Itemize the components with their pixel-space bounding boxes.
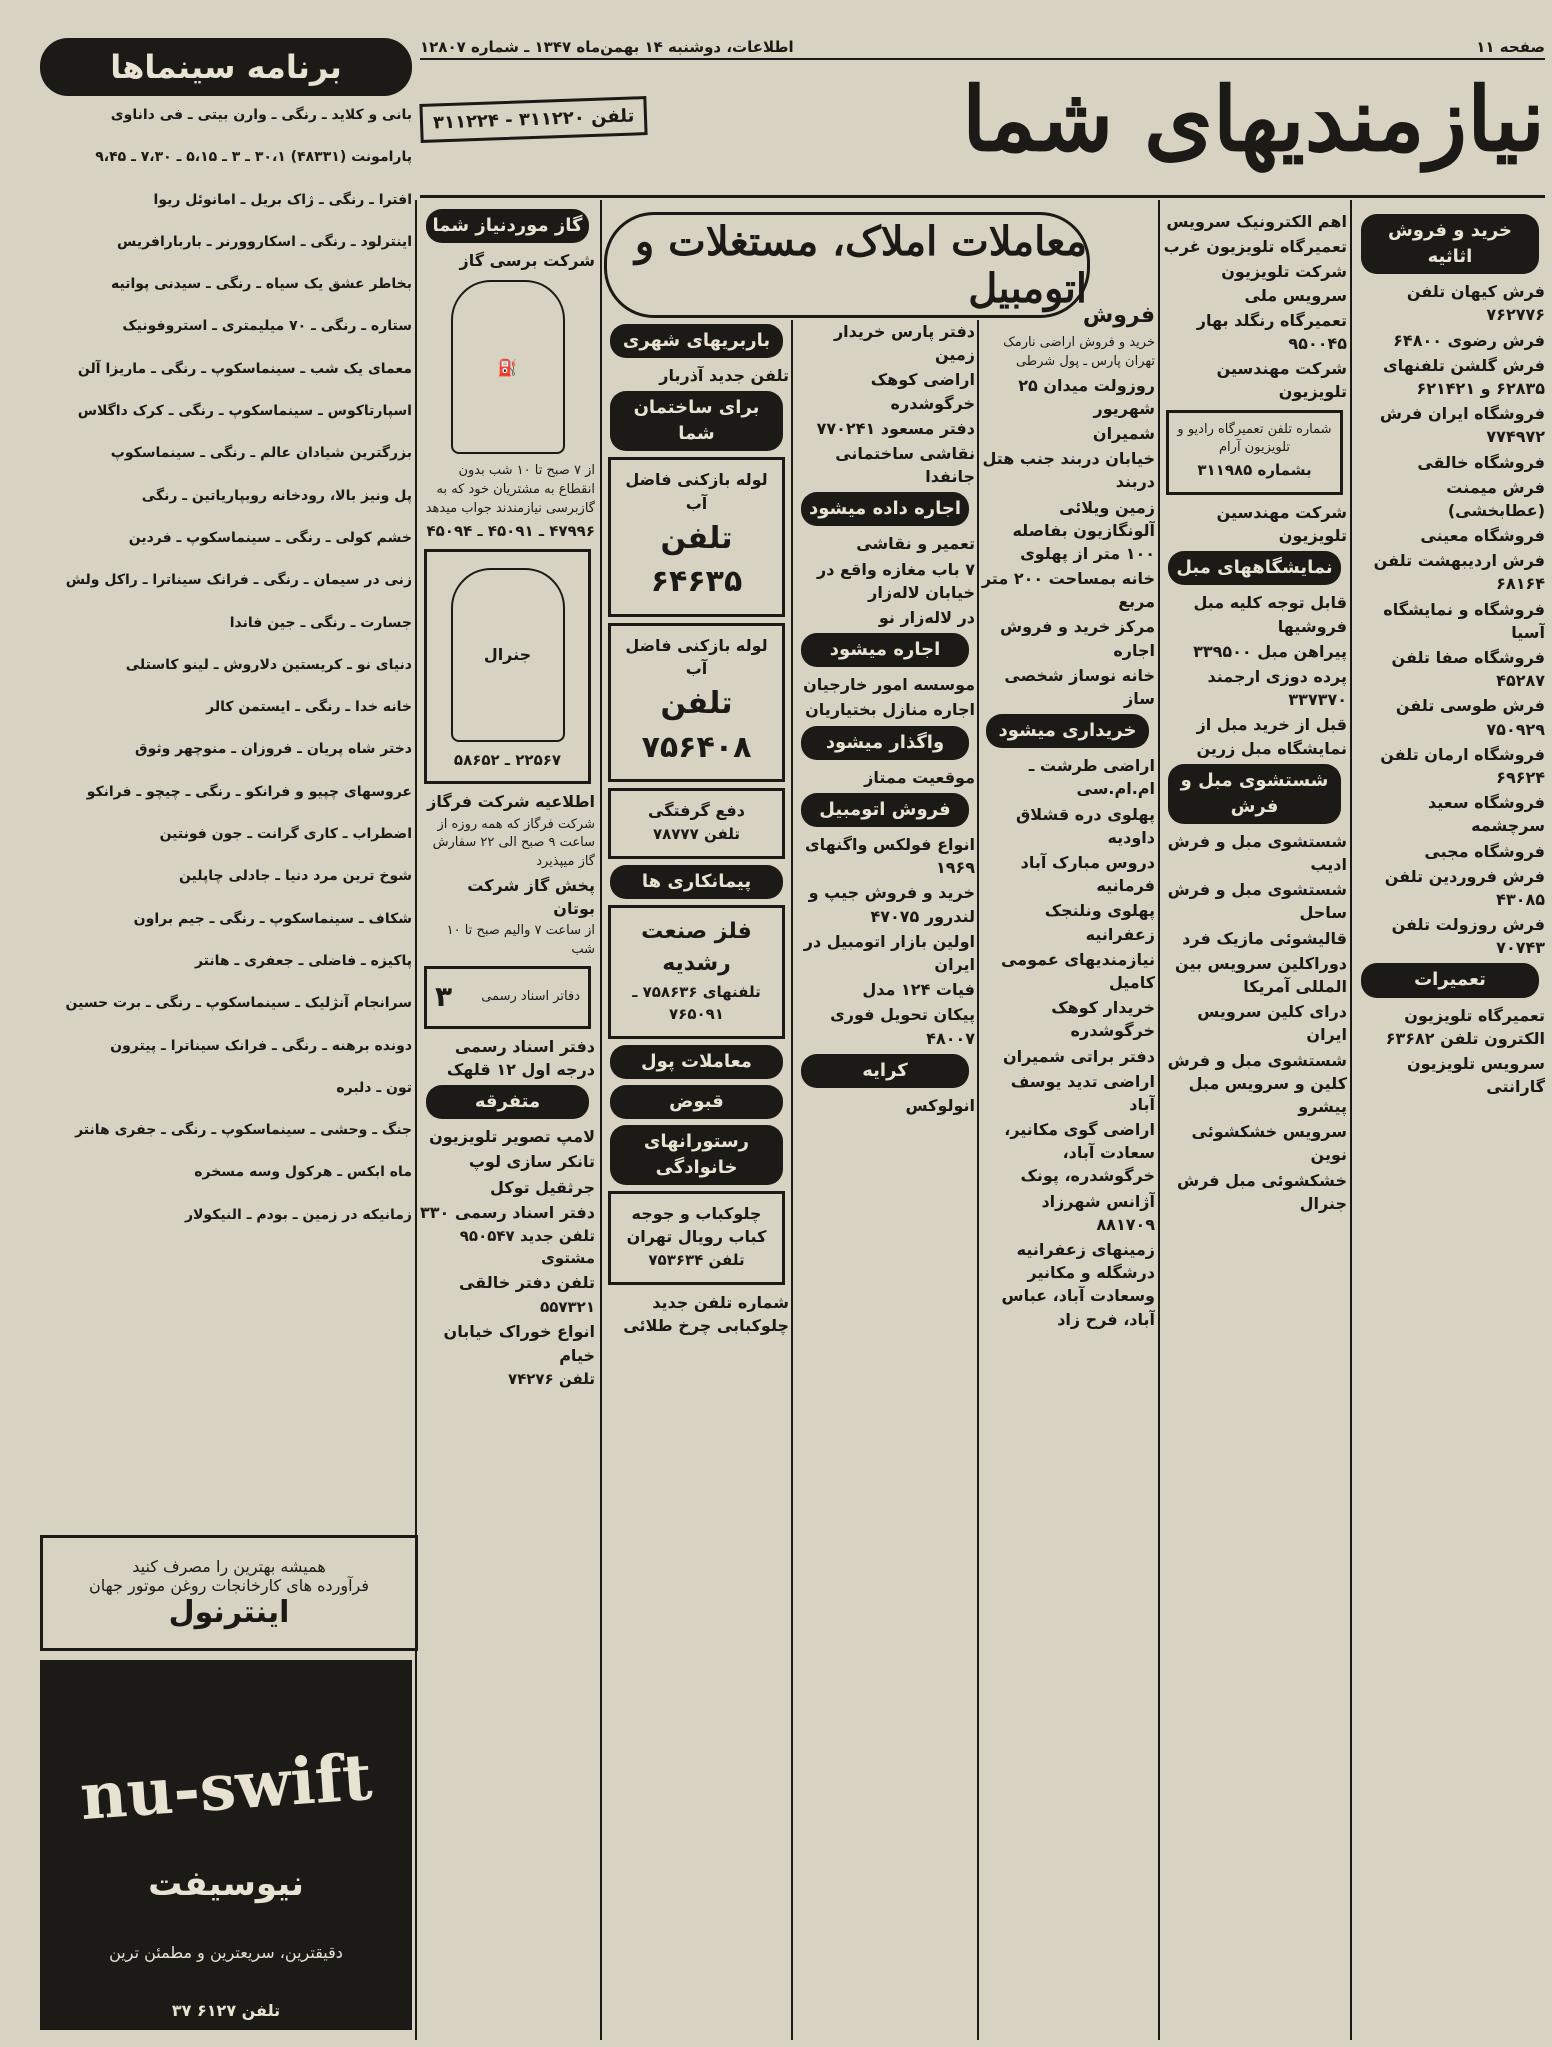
jarr-head: جرثقیل توکل [489,1177,595,1197]
mid-column [795,320,975,2040]
felez-phone: تلفنهای ۷۵۸۶۳۶ ـ ۷۶۵۰۹۱ [632,983,761,1023]
shahrzad-head: آژانس شهرزاد ۸۸۱۷۰۹ [1041,1191,1155,1234]
general-ad [424,549,591,785]
column-rule [600,200,602,2040]
ghoroz-head: قبوض [610,1085,783,1119]
asnad-title: دفتر اسناد رسمی درجه اول ۱۲ قلهک [446,1036,595,1079]
masthead [420,64,1545,174]
mokaber-head: اراضی گوی مکانیر، سعادت آباد، خرگوشدره، پونک [1004,1120,1155,1186]
yousef-head: اراضی تدید یوسف آباد [1010,1071,1155,1114]
mobl-head: نمایشگاههای مبل [1168,551,1341,585]
cinema-item: شکاف ـ سینماسکوپ ـ رنگی ـ جیم براون [133,910,412,927]
column-rule [791,320,793,2040]
kouhak-head: اراضی کوهک خرگوشدره [870,370,975,413]
lole2-head: لوله بازکنی فاضل آب [625,635,768,679]
cinema-column [40,105,412,1525]
arman-head: فروشگاه ارمان تلفن ۶۹۶۲۴ [1380,744,1545,787]
kharidar-head: خریدار کوهک خرگوشدره [1051,998,1155,1041]
tamir-head: تعمیر و نقاشی [856,534,975,554]
page-title: نیازمندیهای شما [961,67,1545,171]
lalezar-head: در لاله‌زار نو [878,607,975,627]
ghabl-head: قابل توجه کلیه مبل فروشیها [1193,593,1347,636]
barbari-head: باربریهای شهری [610,324,783,358]
nuswift-brand: nu-swift [77,1739,375,1836]
adib-head: شستشوی مبل و فرش ادیب [1167,831,1347,875]
nuswift-sub: دقیقترین، سریعترین و مطمئن ترین [109,1943,343,1962]
kamel-head: نیازمندیهای عمومی کامیل [1000,949,1155,992]
barbari-phone: تلفن جدید آذربار [659,366,789,386]
sakhteman-head: برای ساختمان شما [610,391,783,451]
khiam-phone: تلفن ۷۴۲۷۶ [507,1369,595,1388]
dafe-head: دفع گرفتگی [648,801,745,821]
parde-head: پرده دوزی ارجمند ۳۳۷۳۷۰ [1207,666,1347,710]
general-clean-head: خشکشوئی مبل فرش جنرال [1177,1170,1347,1213]
cinema-item: زمانیکه در زمین ـ بودم ـ النیکولار [184,1206,412,1223]
iran-foroush-head: فروشگاه ایران فرش ۷۷۴۹۷۲ [1379,404,1545,447]
felez-head: فلز صنعت رشدیه [641,919,752,977]
garanti-head: سرویس تلویزیون گارانتی [1406,1053,1545,1097]
bakhtiari-head: اجاره منازل بختیاریان [805,700,975,720]
khiam-head: انواع خوراک خیابان خیام [443,1322,595,1365]
mohandes2-head: شرکت مهندسین تلویزیون [1216,502,1347,546]
pirahan-head: پیراهن مبل ۳۳۹۵۰۰ [1193,641,1347,661]
cinema-item: تون ـ دلبره [336,1079,412,1096]
peymankari-head: پیمانکاری ها [610,865,783,899]
cinema-item: سرانجام آنژلیک ـ سینماسکوپ ـ رنگی ـ برت حسین [65,995,412,1012]
zamin-head: زمین ویلائی آلونگازیون بفاصله ۱۰۰ متر از پهلوی [1012,497,1155,563]
general-phones: ۲۲۵۶۷ ـ ۵۸۶۵۲ [453,750,562,769]
daftar-phone: تلفن جدید ۹۵۰۵۴۷ مشتوی [459,1226,595,1267]
chelo-head: چلوکباب و جوجه کباب رویال تهران [626,1203,767,1247]
tarasht-head: اراضی طرشت ـ ام.ام.سی [1028,756,1155,799]
cinema-item: بانی و کلاید ـ رنگی ـ وارن بیتی ـ فی داناوی [110,107,412,123]
electron-head: تعمیرگاه تلویزیون الکترون تلفن ۶۳۶۸۲ [1385,1005,1545,1048]
asia-head: فروشگاه و نمایشگاه آسیا [1383,599,1545,642]
ghalishouii-head: قالیشوئی مازیک فرد [1182,928,1347,948]
cinema-item: عروسهای چپیو و فرانکو ـ رنگی ـ چیچو ـ فرانکو [86,783,412,800]
duraclean-head: دوراکلین سرویس بین المللی آمریکا [1175,953,1347,997]
jeep-head: خرید و فروش جیپ و لندرور ۴۷۰۷۵ [808,883,975,926]
lole1-phone: تلفن ۶۴۶۳۵ [650,520,743,600]
carpet-column [1355,210,1545,2040]
gas-head: گاز موردنیاز شما [426,209,589,243]
golshan-head: فرش گلشن تلفنهای ۶۲۸۳۵ و ۶۲۱۴۲۱ [1383,355,1545,398]
bazar-head: اولین بازار اتومبیل در ایران [803,931,975,974]
markaz-head: مرکز خرید و فروش اجاره [1000,617,1155,660]
dafe-ad [608,788,785,859]
safa-head: فروشگاه صفا تلفن ۴۵۲۸۷ [1391,648,1545,691]
forosh-text: خرید و فروش اراضی نارمک تهران پارس ـ پول شرطی [1003,334,1155,369]
zarin-head: قبل از خرید مبل از نمایشگاه مبل زرین [1196,715,1347,758]
column-rule [977,320,979,2040]
gharb-head: تعمیرگاه تلویزیون غرب [1163,237,1347,257]
roosevelt-head: روزولت میدان ۲۵ شهریور [1018,375,1155,418]
issue-info: اطلاعات، دوشنبه ۱۴ بهمن‌ماه ۱۳۴۷ ـ شماره ۱۲۸۰۷ [420,38,794,56]
motafareghe-head: متفرقه [426,1085,589,1119]
anvelux-head: انولوکس [905,1095,975,1115]
aram-phone: بشماره ۳۱۱۹۸۵ [1197,461,1312,480]
daftar-head: دفتر اسناد رسمی ۳۳۰ [420,1202,595,1222]
saheb-head: شستشوی مبل و فرش ساحل [1167,880,1347,923]
ijare-head: اجاره داده میشود [801,492,969,526]
cinema-item: دونده برهنه ـ رنگی ـ فرانک سیناترا ـ پیترون [110,1037,412,1054]
zaferanie-head: پهلوی ونلنجک زعفرانیه [1044,901,1155,944]
meimanat-head: فرش میمنت (عطابخشی) [1446,477,1545,520]
moeini-head: فروشگاه معینی [1420,526,1545,546]
tousi-head: فرش طوسی تلفن ۷۵۰۹۲۹ [1395,696,1545,739]
cinema-item: جسارت ـ رنگی ـ جین فاندا [229,614,412,631]
gas-company: شرکت برسی گاز [459,251,595,271]
column-rule [415,200,417,2040]
cinema-item: اینترلود ـ رنگی ـ اسکاروورنر ـ باربارافریس [117,233,412,250]
fiat-head: فیات ۱۲۴ مدل [862,980,975,1000]
tv-furniture-column [1162,210,1347,2040]
ordibehesht-head: فرش اردیبهشت تلفن ۶۸۱۶۴ [1373,551,1545,594]
masthead-phones: تلفن ۳۱۱۲۲۰ - ۳۱۱۲۲۴ [419,96,648,143]
asnad-head: دفاتر اسناد رسمی [481,988,580,1004]
gas-phone: ۴۷۹۹۶ ـ ۴۵۰۹۱ ـ ۴۵۰۹۴ [426,521,595,540]
gas-cylinder-icon [451,568,565,742]
zaminha-head: زمینهای زعفرانیه درشگله و مکانیر وسعادت آباد، عباس آباد، فرح زاد [1001,1240,1155,1329]
cinema-item: جنگ ـ وحشی ـ سینماسکوپ ـ رنگی ـ جفری هانتر [75,1122,412,1139]
tamirat-head: تعمیرات [1361,963,1539,997]
fargaz-text: شرکت فرگاز که همه روزه از ساعت ۹ صبح الی ۲۲ سفارش گاز میپذیرد [432,816,595,870]
cinema-item: دنیای نو ـ کریستین دلاروش ـ لینو کاستلی [125,656,412,673]
kalin-head: شستشوی مبل و فرش کلین و سرویس مبل پیشرو [1167,1050,1347,1116]
chelo-phone: تلفن ۷۵۳۶۳۴ [648,1251,745,1270]
butan-text: از ساعت ۷ والیم صبح تا ۱۰ شب [446,923,595,958]
general-brand: جنرال [483,644,532,664]
nuswift-ad [40,1660,412,2030]
lole1-ad [608,457,785,616]
gas-text: از ۷ صبح تا ۱۰ شب بدون انقطاع به مشتریان خود که به گازبرسی نیازمندند جواب میدهد [425,463,595,516]
khaleghi-store-head: فروشگاه خالقی [1417,452,1545,472]
masoud-head: دفتر مسعود ۷۷۰۲۴۱ [816,418,975,438]
kharidari-head: خریداری میشود [986,714,1149,748]
keyhan-head: فرش کیهان تلفن ۷۶۲۷۷۶ [1406,282,1545,325]
tousaz-head: خانه نوساز شخصی ساز [1004,665,1155,709]
real-estate-column [980,300,1155,2040]
cinema-item: معمای یک شب ـ سینماسکوپ ـ رنگی ـ ماریزا آلن [77,360,412,377]
naghashi-head: نقاشی ساختمانی جانفدا [835,443,975,487]
mobarak-head: دروس مبارک آباد فرمانیه [1020,853,1155,896]
ads-column [420,205,595,2005]
butan-head: پخش گاز شرکت بوتان [467,876,595,919]
real-estate-banner: معاملات املاک، مستغلات و اتومبیل [604,212,1090,318]
shemiran-head: شمیران [1092,423,1155,443]
asnad-banner [424,966,591,1029]
farvardin-head: فرش فروردین تلفن ۴۳۰۸۵ [1384,866,1545,909]
parspars-head: دفتر پارس خریدار زمین [833,322,975,365]
cinema-item: اسپارتاکوس ـ سینماسکوپ ـ رنگی ـ کرک داگلاس [77,403,412,420]
keraye-head: کرایه [801,1054,969,1088]
mid-left-column [604,320,789,2040]
bahar-head: تعمیرگاه رنگلد بهار ۹۵۰۰۴۵ [1196,310,1347,353]
internol-ad [40,1535,418,1651]
asnad-number: ۳ [435,980,453,1014]
forosh-head: فروش [1082,303,1155,328]
shomare-head: شماره تلفن جدید چلوکبابی چرخ طلائی [623,1293,789,1336]
cinema-item: بزرگترین شیادان عالم ـ رنگی ـ سینماسکوپ [110,445,412,462]
mohandesin-head: شرکت مهندسین تلویزیون [1216,359,1347,402]
novin-head: سرویس خشکشوئی نوین [1191,1122,1347,1165]
folks-head: انواع فولکس واگنهای ۱۹۶۹ [804,835,975,878]
cinema-item: خانه خدا ـ رنگی ـ ایستمن کالر [206,699,412,716]
cinema-item: دختر شاه پریان ـ فروزان ـ منوچهر وثوق [135,741,412,758]
darband-head: خیابان دربند جنب هتل دربند [982,449,1155,492]
cinema-item: پاکیزه ـ فاضلی ـ جعفری ـ هانتر [194,952,412,969]
shostesho-head: شستشوی مبل و فرش [1168,764,1341,824]
mojebi-head: فروشگاه مجبی [1424,841,1545,861]
cinema-item: افترا ـ رنگی ـ ژاک بریل ـ امانوئل ریوا [153,191,412,208]
lole2-phone: تلفن ۷۵۶۴۰۸ [641,686,752,765]
cinema-item: اضطراب ـ کاری گرانت ـ جون فونتین [159,826,412,843]
omur-head: موسسه امور خارجیان [803,675,975,695]
ijare2-head: اجاره میشود [801,633,969,667]
baab-head: ۷ باب مغازه واقع در خیابان لاله‌زار [817,559,975,602]
page-number: صفحه ۱۱ [1476,38,1545,56]
header-rule [420,195,1545,198]
cinema-item: شوخ ترین مرد دنیا ـ جادلی چاپلین [178,868,412,885]
internol-slogan: همیشه بهترین را مصرف کنید [132,1556,326,1576]
khane-head: خانه بمساحت ۲۰۰ متر مربع [981,569,1155,612]
cinema-item: پارامونت (۴۸۳۳۱) ۳۰،۱ ـ ۳ ـ ۵،۱۵ ـ ۷،۳۰ ـ ۹،۴۵ [95,149,412,166]
column-rule [1158,200,1160,2040]
vagozar-head: واگذار میشود [801,726,969,760]
khaleghi-phone: ۵۵۷۳۲۱ [540,1297,595,1316]
forosh-asasie-head: خرید و فروش اثاثیه [1361,214,1539,274]
electronic-head: اهم الکترونیک سرویس [1166,212,1347,231]
cinema-item: ستاره ـ رنگی ـ ۷۰ میلیمتری ـ استروفونیک [122,318,412,335]
aram-head: شماره تلفن تعمیرگاه رادیو و تلویزیون آرام [1177,421,1332,456]
razavi-head: فرش رضوی ۶۴۸۰۰ [1393,330,1545,350]
lole1-head: لوله بازکنی فاضل آب [625,470,768,513]
peykan-head: پیکان تحویل فوری ۴۸۰۰۷ [830,1005,975,1048]
lamp-head: لامپ تصویر تلویزیون [429,1127,595,1147]
pool-head: معاملات پول [610,1045,783,1079]
fargaz-head: اطلاعیه شرکت فرگاز [427,792,595,812]
cinema-item: ماه ابکس ـ هرکول وسه مسخره [194,1164,412,1181]
felez-ad [608,905,785,1038]
mogheiat-head: موقعیت ممتاز [864,767,975,787]
gas-logo-icon: ⛽ [451,280,565,454]
nuswift-fa: نیوسیفت [148,1864,304,1904]
top-line [420,36,1545,60]
cinema-header: برنامه سینماها [40,38,412,96]
internol-line: فرآورده های کارخانجات روغن موتور جهان [88,1575,370,1595]
cinema-item: زنی در سیمان ـ رنگی ـ فرانک سیناترا ـ راکل ولش [65,572,412,589]
nuswift-foot: تلفن ۶۱۲۷ ۳۷ [171,2001,281,2020]
sarcheshme-head: فروشگاه سعید سرچشمه [1428,793,1545,836]
restoran-head: رستورانهای خانوادگی [610,1125,783,1185]
tank-head: تانکر سازی لوپ [468,1152,595,1172]
cinema-item: پل ونیز بالا، رودخانه روبپاریاتین ـ رنگی [141,487,412,504]
cinema-item: بخاطر عشق یک سیاه ـ رنگی ـ سیدنی پواتیه [111,276,412,293]
rooseveltf-head: فرش روزولت تلفن ۷۰۷۴۳ [1391,915,1545,958]
lole2-ad [608,623,785,782]
barati-head: دفتر براتی شمیران [1002,1046,1155,1066]
khaleghi-head: تلفن دفتر خالقی [458,1273,595,1293]
pahlavi-head: پهلوی دره قشلاق داودیه [1015,804,1155,847]
melli-head: شرکت تلویزیون سرویس ملی [1221,262,1347,305]
cinema-item: خشم کولی ـ رنگی ـ سینماسکوپ ـ فردین [128,529,412,546]
internol-brand: اینترنول [168,1594,290,1630]
chelo-ad [608,1191,785,1285]
forosh-oto-head: فروش اتومبیل [801,793,969,827]
dafe-phone: تلفن ۷۸۷۷۷ [652,825,741,844]
column-rule [1350,200,1352,2040]
aram-ad [1166,410,1343,495]
iran-clean-head: درای کلین سرویس ایران [1197,1002,1347,1045]
